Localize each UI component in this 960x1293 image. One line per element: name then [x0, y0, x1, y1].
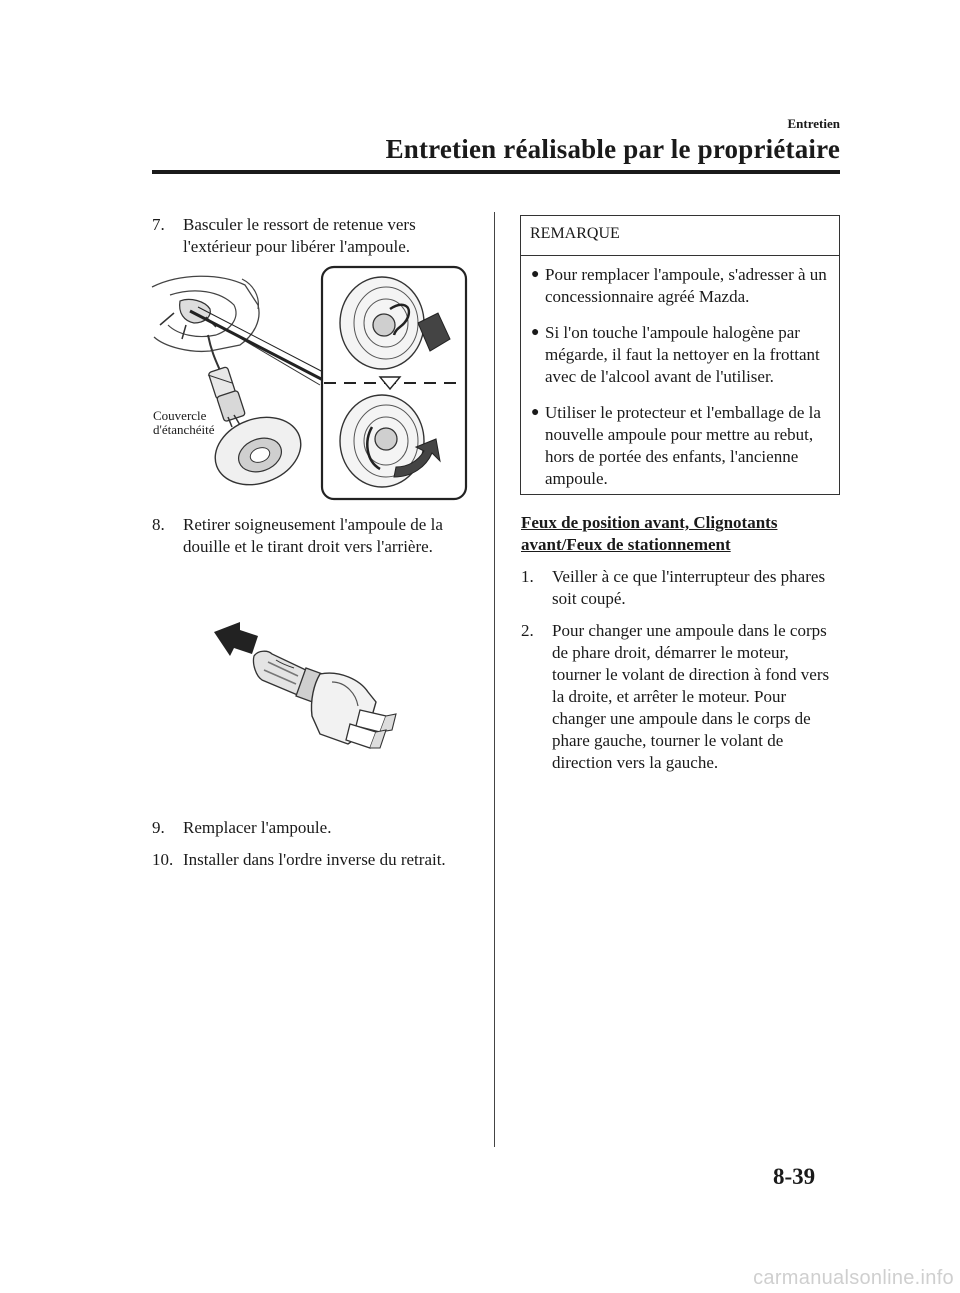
figure-retaining-spring [150, 265, 470, 503]
section-title: Feux de position avant, Clignotants avant/Feux de stationnement [521, 513, 778, 554]
step-number: 10. [152, 850, 174, 869]
bullet-icon: ● [531, 405, 540, 420]
figure-bulb-removal [210, 620, 410, 755]
note-box [520, 215, 840, 495]
column-divider [494, 212, 495, 1147]
step-number: 1. [521, 567, 534, 586]
page-number: 8-39 [773, 1164, 816, 1189]
note-item-text: Pour remplacer l'ampoule, s'adresser à un concessionnaire agréé Mazda. [545, 265, 827, 306]
figure-label-seal-cover [153, 409, 215, 437]
header-rule [152, 170, 840, 174]
step-text: Pour changer une ampoule dans le corps de phare droit, démarrer le moteur, tourner le volant de direction à fond vers la droite, et arrêter le moteur. Pour changer une ampoule dans le corps de phare gauche, tourner le volant de direction vers la gauche. [552, 621, 830, 772]
page-title: Entretien réalisable par le propriétaire [385, 134, 840, 164]
step-number: 2. [521, 621, 534, 640]
bullet-icon: ● [531, 267, 540, 282]
figure-label-line: Couvercle [153, 408, 207, 423]
bullet-icon: ● [531, 325, 540, 340]
step-text: Veiller à ce que l'interrupteur des phares soit coupé. [552, 567, 826, 608]
note-item-text: Si l'on touche l'ampoule halogène par mégarde, il faut la nettoyer en la frottant avec de l'alcool avant de l'utiliser. [545, 323, 820, 386]
step-text: Retirer soigneusement l'ampoule de la douille et le tirant droit vers l'arrière. [183, 515, 443, 556]
note-heading: REMARQUE [530, 225, 620, 242]
step-text: Remplacer l'ampoule. [183, 818, 332, 837]
step-text: Basculer le ressort de retenue vers l'extérieur pour libérer l'ampoule. [183, 215, 416, 256]
note-heading-bar [521, 216, 839, 256]
step-number: 8. [152, 515, 165, 534]
step-number: 7. [152, 215, 165, 234]
figure-label-line: d'étanchéité [153, 422, 215, 437]
note-item-text: Utiliser le protecteur et l'emballage de la nouvelle ampoule pour mettre au rebut, hors de portée des enfants, l'ancienne ampoule. [545, 403, 821, 488]
step-text: Installer dans l'ordre inverse du retrait. [183, 850, 446, 869]
step-number: 9. [152, 818, 165, 837]
watermark: carmanualsonline.info [753, 1267, 954, 1289]
header-section-label: Entretien [787, 116, 840, 131]
